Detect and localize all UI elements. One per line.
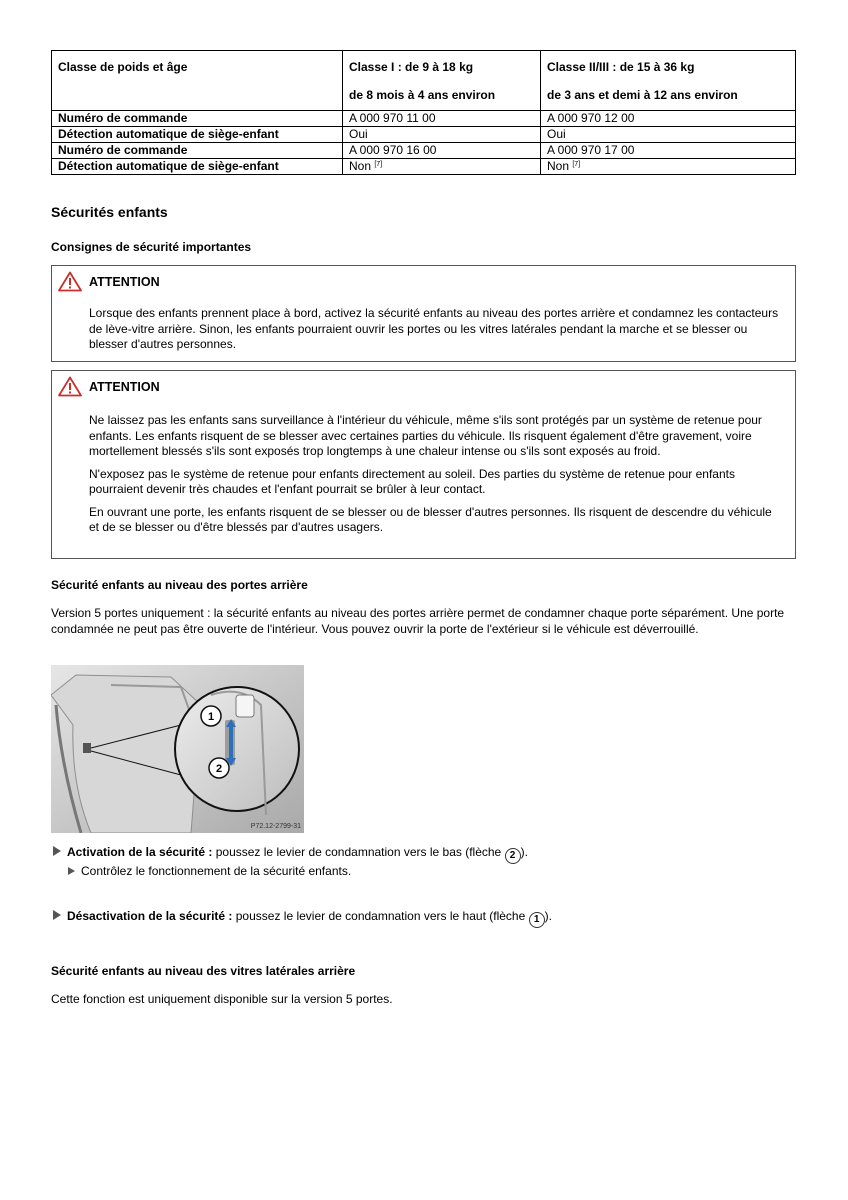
header-cell-class1: [343, 51, 541, 111]
warning-triangle-icon: [58, 376, 82, 397]
row-cell: A 000 970 17 00: [541, 143, 796, 159]
table-row: [52, 127, 796, 143]
warning-paragraph: En ouvrant une porte, les enfants risquent de se blesser ou de blesser d'autres personnes. Ils risquent de descendre du véhicule et de se blesser ou d'être blessés par d'autres usagers.: [89, 504, 772, 534]
table-header-row: [52, 51, 796, 111]
row-cell: Oui: [343, 127, 541, 143]
warning-body: [89, 413, 785, 543]
warning-triangle-icon: [58, 271, 82, 292]
row-label: Numéro de commande: [52, 111, 343, 127]
arrow-bullet-icon: [53, 846, 61, 856]
step-end: ).: [544, 909, 552, 923]
table-row: [52, 143, 796, 159]
warning-title: ATTENTION: [89, 380, 160, 394]
callout-2-icon: 2: [505, 848, 521, 864]
header-label: Classe de poids et âge: [58, 60, 188, 74]
arrow-bullet-icon: [53, 910, 61, 920]
cell-value: Non: [349, 159, 372, 173]
rear-windows-text: Cette fonction est uniquement disponible sur la version 5 portes.: [51, 992, 393, 1006]
warning-box: [51, 265, 796, 362]
row-cell: Oui: [541, 127, 796, 143]
warning-title: ATTENTION: [89, 275, 160, 289]
row-cell: [541, 159, 796, 175]
deactivation-step: [53, 909, 552, 928]
step-text: Contrôlez le fonctionnement de la sécurité enfants.: [81, 864, 352, 878]
callout-1: 1: [207, 711, 215, 723]
door-illustration: [51, 665, 304, 833]
arrow-bullet-icon: [68, 867, 75, 875]
step-end: ).: [520, 845, 528, 859]
step-text: poussez le levier de condamnation vers le bas (flèche: [215, 845, 502, 859]
step-text: poussez le levier de condamnation vers le haut (flèche: [235, 909, 526, 923]
table-row: [52, 159, 796, 175]
section-title: Sécurités enfants: [51, 204, 168, 220]
door-lock-figure: [51, 665, 304, 833]
child-seat-table: [51, 50, 796, 175]
class1-age: de 8 mois à 4 ans environ: [349, 88, 496, 102]
warning-body: [89, 306, 785, 360]
header-cell-class23: [541, 51, 796, 111]
row-cell: A 000 970 11 00: [343, 111, 541, 127]
class23-age: de 3 ans et demi à 12 ans environ: [547, 88, 738, 102]
row-cell: [343, 159, 541, 175]
row-label: Détection automatique de siège-enfant: [52, 127, 343, 143]
warning-paragraph: Ne laissez pas les enfants sans surveillance à l'intérieur du véhicule, même s'ils sont protégés par un système de retenue pour enfants. Les enfants risquent de se blesser avec certaines parties du véhicule. Ils risquent également d'être gravement, voire mortellement blessés s'ils sont exposés trop longtemps à une chaleur intense ou s'ils sont exposés au froid.: [89, 413, 762, 458]
rear-windows-heading: Sécurité enfants au niveau des vitres latérales arrière: [51, 964, 356, 978]
footnote-ref[interactable]: [7]: [374, 161, 383, 168]
table-row: [52, 111, 796, 127]
row-cell: A 000 970 12 00: [541, 111, 796, 127]
warning-text: Lorsque des enfants prennent place à bord, activez la sécurité enfants au niveau des portes arrière et condamnez les contacteurs de lève-vitre arrière. Sinon, les enfants pourraient ouvrir les portes ou les vitres latérales pendant la marche et se blesser ou blesser d'autres personnes.: [89, 306, 779, 351]
step-label: Activation de la sécurité :: [67, 845, 213, 859]
class1-weight: Classe I : de 9 à 18 kg: [349, 60, 474, 74]
row-label: Détection automatique de siège-enfant: [52, 159, 343, 175]
step-label: Désactivation de la sécurité :: [67, 909, 233, 923]
row-label: Numéro de commande: [52, 143, 343, 159]
activation-step: [53, 845, 528, 864]
cell-value: Non: [547, 159, 570, 173]
rear-doors-heading: Sécurité enfants au niveau des portes arrière: [51, 578, 308, 592]
class23-weight: Classe II/III : de 15 à 36 kg: [547, 60, 695, 74]
rear-doors-text: Version 5 portes uniquement : la sécurité enfants au niveau des portes arrière permet de condamner chaque porte séparément. Une porte condamnée ne peut pas être ouverte de l'intérieur. Vous pouvez ouvrir la porte de l'extérieur si le véhicule est déverrouillé.: [51, 606, 785, 636]
callout-1-icon: 1: [529, 912, 545, 928]
check-step: [68, 864, 351, 879]
warning-box: [51, 370, 796, 559]
callout-2: 2: [215, 763, 223, 775]
warning-paragraph: N'exposez pas le système de retenue pour enfants directement au soleil. Des parties du système de retenue pour enfants pourraient devenir très chaudes et l'enfant pourrait se brûler à leur contact.: [89, 466, 735, 496]
header-cell-weight-class: [52, 51, 343, 111]
footnote-ref[interactable]: [7]: [572, 161, 581, 168]
row-cell: A 000 970 16 00: [343, 143, 541, 159]
figure-code: P72.12-2799-31: [250, 823, 301, 830]
subsection-title: Consignes de sécurité importantes: [51, 240, 252, 254]
